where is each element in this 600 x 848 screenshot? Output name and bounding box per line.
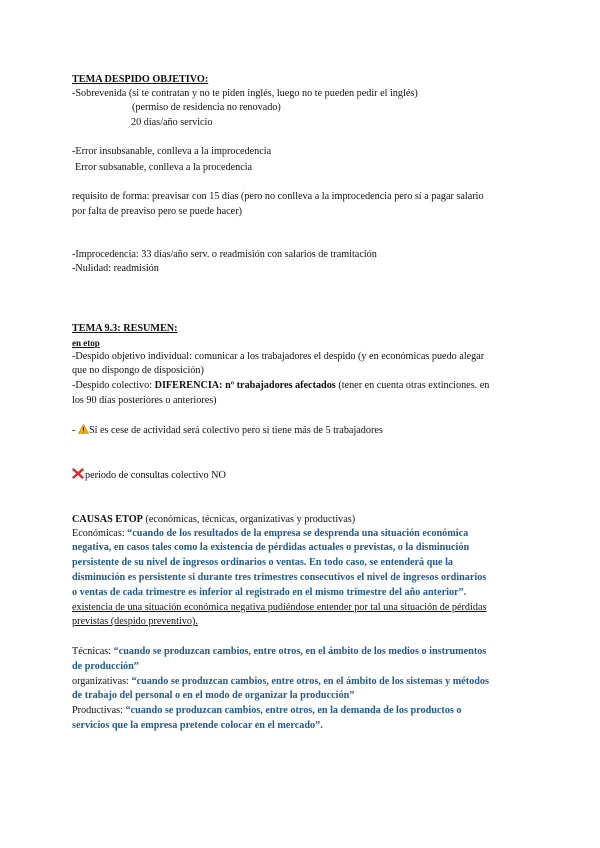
existencia-line-1: existencia de una situación económica negativa pudiéndose entender por tal una situación de pérdidas (72, 602, 487, 613)
economicas-quote-1: “cuando de los resultados de la empresa se desprenda una situación económica (127, 528, 469, 539)
economicas-quote-2: negativa, en casos tales como la existencia de pérdidas actuales o previstas, o la disminución (72, 542, 470, 553)
section-title-causas (72, 513, 355, 527)
organizativas-quote-1: “cuando se produzcan cambios, entre otros, en el ámbito de los sistemas y métodos (131, 676, 489, 687)
text-improcedencia: -Improcedencia: 33 días/año serv. o readmisión con salarios de tramitación (72, 249, 377, 260)
section-title-tema-93: TEMA 9.3: RESUMEN: (72, 323, 178, 334)
colectivo-suffix: (tener en cuenta otras extinciones. en (335, 380, 490, 391)
tecnicas-line-1 (72, 645, 486, 659)
organizativas-quote-2: de trabajo del personal o en el modo de organizar la producción” (72, 690, 355, 701)
cross-text: periodo de consultas colectivo NO (85, 470, 226, 481)
economicas-quote-5: o ventas de cada trimestre es inferior al registrado en el mismo trimestre del año anterior”. (72, 587, 467, 598)
causas-title-rest: (económicas, técnicas, organizativas y productivas) (142, 514, 356, 525)
productivas-line-1 (72, 704, 462, 718)
warning-prefix: - (72, 425, 78, 436)
section-title-despido: TEMA DESPIDO OBJETIVO: (72, 74, 209, 85)
warning-text: Si es cese de actividad será colectivo pero si tiene más de 5 trabajadores (88, 425, 383, 436)
organizativas-line-1 (72, 675, 489, 689)
productivas-quote-2: servicios que la empresa pretende colocar en el mercado”. (72, 720, 323, 731)
warning-icon (78, 424, 88, 434)
productivas-quote-1: “cuando se produzcan cambios, entre otros, en la demanda de los productos o (125, 705, 462, 716)
text-sobrevenida: -Sobrevenida (si te contratan y no te piden inglés, luego no te pueden pedir el inglés) (72, 88, 418, 99)
text-colectivo-2: los 90 días posteriores o anteriores) (72, 395, 217, 406)
text-dias-servicio: 20 días/año servicio (131, 117, 213, 128)
text-individual-1: -Despido objetivo individual: comunicar a los trabajadores el despido (y en económicas puedo alegar (72, 351, 485, 362)
subtitle-en-etop: en etop (72, 338, 100, 348)
economicas-line-1 (72, 527, 468, 541)
text-warning-line (72, 424, 383, 438)
colectivo-diferencia: DIFERENCIA: nº trabajadores afectados (154, 380, 336, 391)
text-requisito-1: requisito de forma: preavisar con 15 días (pero no conlleva a la improcedencia pero sí a pagar salario (72, 191, 484, 202)
text-requisito-2: por falta de preaviso pero se puede hacer) (72, 206, 242, 217)
economicas-label: Económicas: (72, 528, 128, 539)
organizativas-label: organizativas: (72, 676, 132, 687)
colectivo-prefix: -Despido colectivo: (72, 380, 155, 391)
text-error-subsanable: Error subsanable, conlleva a la procedencia (75, 162, 253, 173)
text-permiso: (permiso de residencia no renovado) (132, 102, 281, 113)
existencia-line-2: previstas (despido preventivo). (72, 616, 198, 627)
text-cross-line (72, 468, 226, 483)
causas-title-bold: CAUSAS ETOP (72, 514, 143, 525)
economicas-quote-4: disminución es persistente si durante tres trimestres consecutivos el nivel de ingresos ordinarios (72, 572, 487, 583)
text-individual-2: que no dispongo de disposición) (72, 365, 204, 376)
text-error-insubsanable: -Error insubsanable, conlleva a la improcedencia (72, 146, 272, 157)
productivas-label: Productivas: (72, 705, 126, 716)
text-colectivo (72, 379, 489, 393)
tecnicas-label: Técnicas: (72, 646, 114, 657)
text-nulidad: -Nulidad: readmisión (72, 263, 159, 274)
economicas-quote-3: persistente de su nivel de ingresos ordinarios o ventas. En todo caso, se entenderá que la (72, 557, 454, 568)
tecnicas-quote-1: “cuando se produzcan cambios, entre otros, en el ámbito de los medios o instrumentos (113, 646, 487, 657)
cross-icon (72, 468, 84, 479)
tecnicas-quote-2: de producción” (72, 661, 139, 672)
